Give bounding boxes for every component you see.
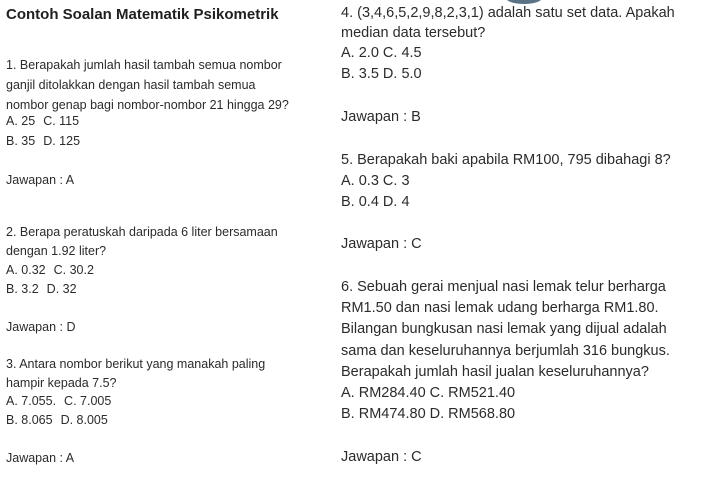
page-title: Contoh Soalan Matematik Psikometrik [6,6,279,23]
option-row: A. 0.3 C. 3 [341,173,410,189]
question-text: 2. Berapa peratuskah daripada 6 liter bersamaan [6,225,278,239]
question-text: Berapakah jumlah hasil jualan keseluruhannya? [341,364,649,380]
option-row: A. RM284.40 C. RM521.40 [341,385,516,401]
option-d: D. 125 [43,134,81,148]
option-c: C. 7.005 [64,394,112,408]
question-text: Bilangan bungkusan nasi lemak yang dijual adalah [341,321,667,337]
answer-text: Jawapan : C [341,449,422,465]
option-row: B. 0.4 D. 4 [341,194,410,210]
question-text: nombor genap bagi nombor-nombor 21 hingga 29? [6,98,289,112]
option-row [6,113,79,129]
question-text: 6. Sebuah gerai menjual nasi lemak telur berharga [341,279,666,295]
question-text: median data tersebut? [341,25,486,41]
question-text: RM1.50 dan nasi lemak udang berharga RM1.80. [341,300,659,316]
option-d: D. 32 [46,282,77,296]
answer-text: Jawapan : B [341,109,421,125]
option-c: C. 30.2 [53,263,94,277]
option-row [6,281,77,297]
question-text: 3. Antara nombor berikut yang manakah paling [6,357,266,371]
option-b: B. 8.065 [6,413,53,427]
option-row: B. RM474.80 D. RM568.80 [341,406,516,422]
question-text: 5. Berapakah baki apabila RM100, 795 dibahagi 8? [341,152,671,168]
option-row [6,412,108,428]
question-text: 1. Berapakah jumlah hasil tambah semua nombor [6,58,282,72]
option-row: A. 2.0 C. 4.5 [341,45,422,61]
question-text: 4. (3,4,6,5,2,9,8,2,3,1) adalah satu set data. Apakah [341,5,675,21]
option-a: A. 7.055. [6,394,57,408]
question-text: sama dan keseluruhannya berjumlah 316 bungkus. [341,343,670,359]
option-row [6,393,111,409]
option-row [6,133,80,149]
option-b: B. 3.2 [6,282,39,296]
option-d: D. 8.005 [60,413,108,427]
option-b: B. 35 [6,134,36,148]
option-c: C. 115 [43,114,80,128]
answer-text: Jawapan : A [6,173,75,187]
option-row [6,262,94,278]
question-text: dengan 1.92 liter? [6,244,107,258]
option-a: A. 0.32 [6,263,46,277]
question-text: ganjil ditolakkan dengan hasil tambah semua [6,78,256,92]
answer-text: Jawapan : C [341,236,422,252]
option-a: A. 25 [6,114,36,128]
question-text: hampir kepada 7.5? [6,376,117,390]
answer-text: Jawapan : A [6,451,75,465]
answer-text: Jawapan : D [6,320,76,334]
option-row: B. 3.5 D. 5.0 [341,66,422,82]
